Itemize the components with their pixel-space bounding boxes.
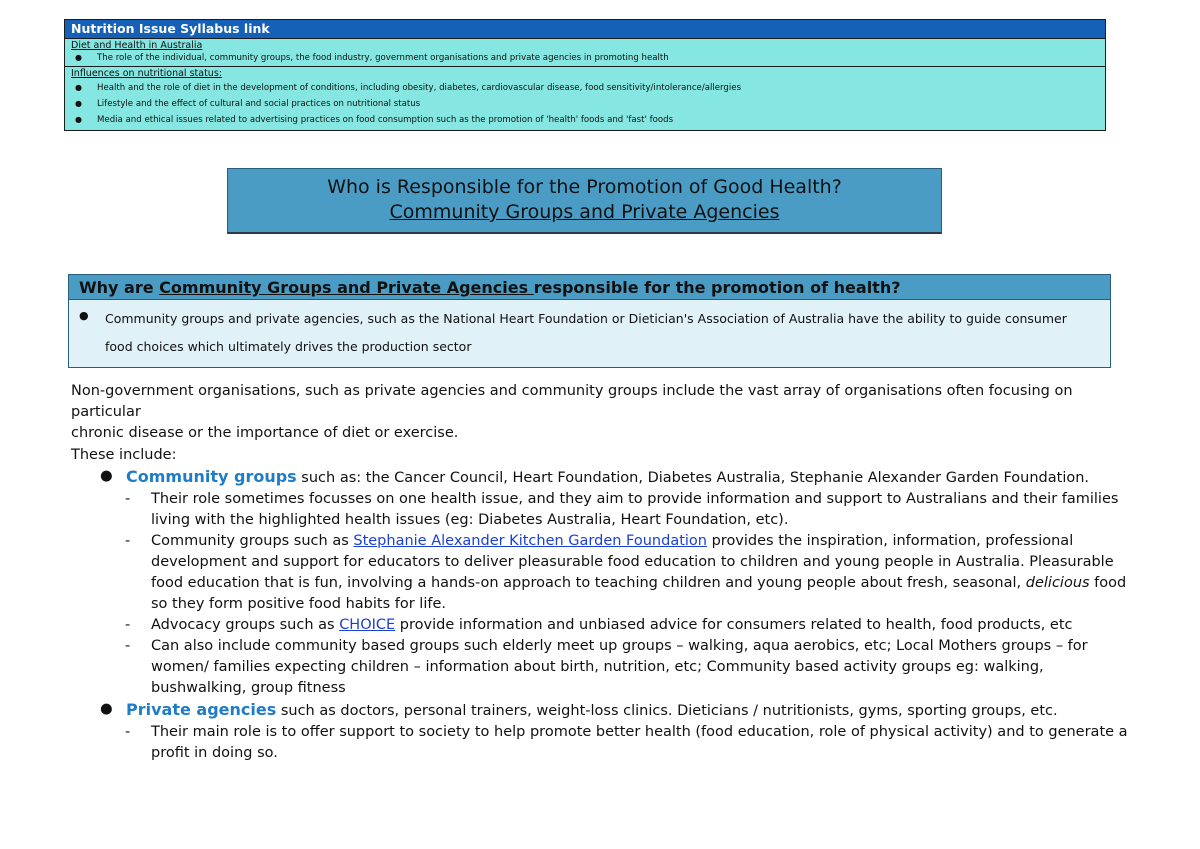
community-sub-role: - Their role sometimes focusses on one health issue, and they aim to provide information and support to Australians and their families living with the highlighted health issues (eg: Diabetes Australia, Heart Foundation, etc). <box>125 491 1119 528</box>
bullet-icon: ● <box>100 468 113 484</box>
syllabus-item: ● The role of the individual, community groups, the food industry, government organisations and private agencies in promoting health <box>75 53 669 63</box>
bullet-icon: ● <box>75 115 82 124</box>
syllabus-section-diet-health <box>65 39 1105 66</box>
intro-paragraph: Non-government organisations, such as private agencies and community groups include the vast array of organisations often focusing on particular chronic disease or the importance of diet or exercise. <box>71 383 1073 441</box>
bullet-icon: ● <box>75 53 82 62</box>
syllabus-table <box>64 19 1106 131</box>
these-include-label: These include: <box>71 447 177 463</box>
choice-link[interactable]: CHOICE <box>339 617 396 633</box>
private-agencies-label: Private agencies <box>126 700 277 719</box>
section-heading: Influences on nutritional status: <box>71 68 222 79</box>
syllabus-item: ● Health and the role of diet in the development of conditions, including obesity, diabetes, cardiovascular disease, food sensitivity/intolerance/allergies <box>71 80 1099 96</box>
community-sub-stephanie: - Community groups such as Stephanie Alexander Kitchen Garden Foundation provides the inspiration, information, professional development and support for educators to deliver pleasurable food education to children and young people in Australia. Pleasurable food education that is fun, involving a hands-on approach to teaching children and young people about fresh, seasonal, delicious food so they form positive food habits for life. <box>125 533 1127 612</box>
community-groups-label: Community groups <box>126 467 297 486</box>
stephanie-alexander-link[interactable]: Stephanie Alexander Kitchen Garden Foundation <box>353 533 707 549</box>
why-box <box>68 274 1111 368</box>
section-heading: Diet and Health in Australia <box>71 40 203 51</box>
why-bullet: ● Community groups and private agencies, such as the National Heart Foundation or Dietician's Association of Australia have the ability to guide consumer food choices which ultimately drives the production sector <box>69 300 1110 367</box>
bullet-icon: ● <box>100 701 113 717</box>
private-agencies-item: ● Private agencies such as doctors, personal trainers, weight-loss clinics. Dieticians / nutritionists, gyms, sporting groups, etc. <box>100 700 1058 719</box>
title-box <box>227 168 942 234</box>
syllabus-item: ● Media and ethical issues related to advertising practices on food consumption such as the promotion of 'health' foods and 'fast' foods <box>71 112 1099 128</box>
bullet-icon: ● <box>75 99 82 108</box>
bullet-icon: ● <box>75 83 82 92</box>
community-groups-item: ● Community groups such as: the Cancer Council, Heart Foundation, Diabetes Australia, Stephanie Alexander Garden Foundation. <box>100 467 1090 486</box>
bullet-icon: ● <box>79 309 89 322</box>
why-heading: Why are Community Groups and Private Agencies responsible for the promotion of health? <box>69 275 1110 300</box>
title-subject: Community Groups and Private Agencies <box>389 201 780 223</box>
community-sub-advocacy: - Advocacy groups such as CHOICE provide information and unbiased advice for consumers related to health, food products, etc <box>125 617 1073 633</box>
title-question: Who is Responsible for the Promotion of Good Health? <box>327 176 842 198</box>
syllabus-section-influences <box>65 66 1105 130</box>
private-sub-role: - Their main role is to offer support to society to help promote better health (food education, role of physical activity) and to generate a profit in doing so. <box>125 724 1128 761</box>
syllabus-item: ● Lifestyle and the effect of cultural and social practices on nutritional status <box>71 96 1099 112</box>
syllabus-header: Nutrition Issue Syllabus link <box>65 20 1105 39</box>
community-sub-local-groups: - Can also include community based groups such elderly meet up groups – walking, aqua aerobics, etc; Local Mothers groups – for women/ families expecting children – information about birth, nutrition, etc; Community based activity groups eg: walking, bushwalking, group fitness <box>125 638 1088 696</box>
